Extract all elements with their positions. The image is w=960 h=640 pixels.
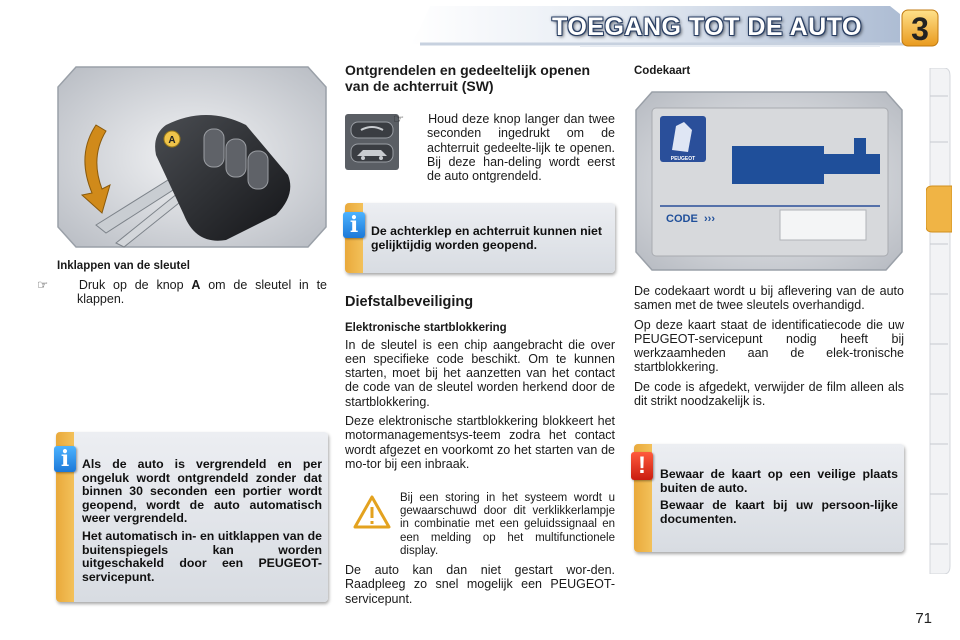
keep-card-safe-para: Bewaar de kaart op een veilige plaats buiten de auto. bbox=[660, 467, 898, 495]
chapter-tab-strip bbox=[926, 68, 952, 574]
hand-pointer-icon: ☞ bbox=[37, 278, 49, 292]
auto-lock-para: Als de auto is vergrendeld en per ongeluk wordt ontgrendeld zonder dat binnen 30 seconden een portier wordt geopend, wordt de auto automatisch weer vergrendeld. bbox=[82, 457, 322, 526]
card-code-label: CODE bbox=[666, 213, 698, 225]
key-label-a: A bbox=[168, 135, 176, 146]
fold-key-heading: Inklappen van de sleutel bbox=[57, 260, 190, 272]
page-number: 71 bbox=[915, 610, 932, 627]
warning-box-text bbox=[660, 468, 898, 530]
immobiliser-heading: Elektronische startblokkering bbox=[345, 321, 507, 334]
fold-key-bullet bbox=[37, 278, 327, 307]
svg-text:›››: ››› bbox=[704, 213, 715, 225]
rear-window-heading: Ontgrendelen en gedeeltelijk openen van de achterruit (SW) bbox=[345, 62, 591, 94]
info-box-rear-window-text: De achterklep en achterruit kunnen niet gelijktijdig worden geopend. bbox=[371, 224, 602, 252]
anti-theft-heading: Diefstalbeveiliging bbox=[345, 294, 474, 310]
chapter-number: 3 bbox=[911, 11, 929, 47]
warning-triangle-icon bbox=[352, 494, 392, 530]
code-card-para-2: Op deze kaart staat de identificatiecode die uw PEUGEOT-servicepunt nodig heeft bij werkzaamheden aan de elek-tronische startblokkering. bbox=[634, 317, 904, 375]
key-a-label: A bbox=[191, 278, 201, 292]
keep-card-with-documents-para: Bewaar de kaart bij uw persoon-lijke documenten. bbox=[660, 498, 898, 526]
fold-key-text-a: Druk op de knop bbox=[78, 278, 192, 292]
anti-theft-section bbox=[345, 295, 615, 476]
info-box-rear-window bbox=[345, 203, 615, 273]
code-card-para-1: De codekaart wordt u bij aflevering van de auto samen met de twee sleutels overhandigd. bbox=[634, 284, 904, 313]
rear-window-button-image bbox=[345, 114, 399, 170]
code-card-heading: Codekaart bbox=[634, 65, 691, 77]
warning-box-code-card bbox=[634, 444, 904, 552]
info-box-auto-lock bbox=[56, 432, 328, 602]
column1-text bbox=[37, 259, 327, 307]
fold-key-text-b: om de sleutel in te klappen. bbox=[77, 278, 327, 307]
info-icon: i bbox=[343, 212, 365, 238]
page-title: TOEGANG TOT DE AUTO bbox=[552, 13, 862, 41]
code-card-image bbox=[634, 90, 904, 272]
hand-pointer-icon: ☞ bbox=[393, 112, 405, 126]
code-card-para-3: De code is afgedekt, verwijder de film alleen als dit strikt noodzakelijk is. bbox=[634, 379, 904, 409]
peugeot-brand-text: PEUGEOT bbox=[670, 156, 696, 162]
info-box-auto-lock-text bbox=[82, 458, 322, 588]
rear-window-bullet bbox=[393, 112, 615, 184]
rear-window-bullet-text: Houd deze knop langer dan twee seconden ingedrukt om de achterruit gedeelte-lijk te openen. Bij deze han-deling wordt eerst de auto ontgrendeld. bbox=[427, 112, 615, 184]
mirror-fold-para: Het automatisch in- en uitklappen van de buitenspiegels kan worden uitgeschakeld door een PEUGEOT-servicepunt. bbox=[82, 528, 322, 584]
immobiliser-para-3: De auto kan dan niet gestart wor-den. Raadpleeg zo snel mogelijk een PEUGEOT-servicepunt. bbox=[345, 563, 615, 606]
folding-key-image bbox=[56, 65, 328, 249]
immobiliser-para-2: Deze elektronische startblokkering blokkeert het motormanagementsys-teem zodra het contact wordt afgezet en voorkomt zo het starten van de mo-tor bij een inbraak. bbox=[345, 413, 615, 471]
warning-lamp-text: Bij een storing in het systeem wordt u gewaarschuwd door dit verklikkerlampje in combinatie met een geluidssignaal en een melding op het multifunctionele display. bbox=[400, 492, 615, 557]
warning-icon: ! bbox=[631, 452, 653, 480]
info-icon: i bbox=[54, 446, 76, 472]
code-card-text bbox=[634, 284, 904, 413]
immobiliser-para-1: In de sleutel is een chip aangebracht die over een specifieke code beschikt. Om te kunnen starten, moet bij het aanzetten van het contact de code van de sleutel worden herkend door de startblokkering. bbox=[345, 337, 615, 409]
